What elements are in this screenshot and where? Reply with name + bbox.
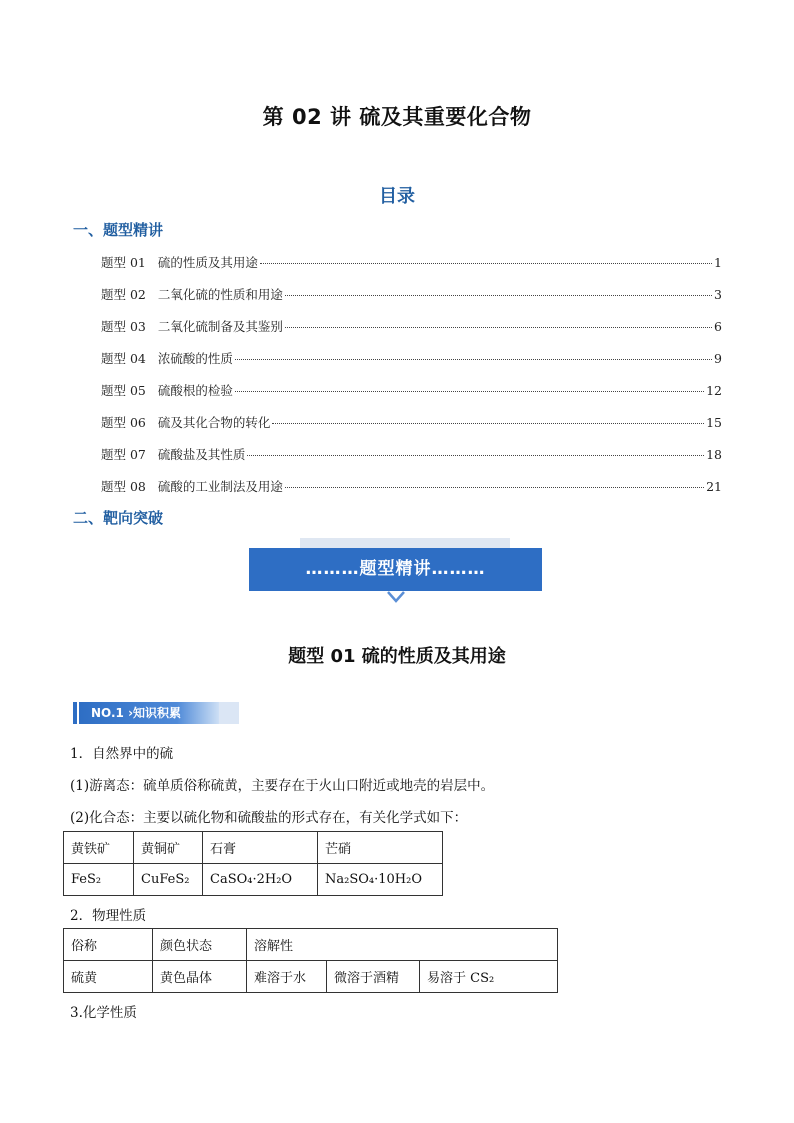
toc-entry-number: 题型 03: [101, 319, 146, 334]
paragraph-chemical-properties: 3.化学性质: [70, 1005, 137, 1021]
mineral-formula-cell: FeS₂: [64, 864, 134, 896]
toc-entry[interactable]: [101, 285, 722, 303]
paragraph-nature-heading: 1．自然界中的硫: [70, 746, 174, 762]
toc-entry-page: 9: [714, 351, 722, 366]
paragraph-combined-state: (2)化合态：主要以硫化物和硫酸盐的形式存在，有关化学式如下：: [70, 810, 468, 826]
property-value-cell: 硫黄: [64, 961, 153, 993]
toc-entry-page: 12: [706, 383, 722, 398]
toc-entry[interactable]: [101, 413, 722, 431]
paragraph-physical-properties: 2．物理性质: [70, 908, 147, 924]
toc-entry-name: 二氧化硫的性质和用途: [157, 287, 283, 302]
toc-entry-name: 硫酸根的检验: [157, 383, 233, 398]
tag-bar: [73, 702, 77, 724]
toc-entry[interactable]: [101, 349, 722, 367]
toc-entry-name: 硫的性质及其用途: [157, 255, 258, 270]
paragraph-free-state: (1)游离态：硫单质俗称硫黄，主要存在于火山口附近或地壳的岩层中。: [70, 778, 495, 794]
toc-entry-name: 硫酸盐及其性质: [157, 447, 246, 462]
chevron-down-icon: [386, 590, 406, 604]
tag-tail: [219, 702, 239, 724]
toc-entry-page: 15: [706, 415, 722, 430]
toc-entry-number: 题型 08: [101, 479, 146, 494]
mineral-header-cell: 黄铜矿: [134, 832, 203, 864]
toc-entry-page: 1: [714, 255, 722, 270]
tag-label: NO.1 ›知识积累: [91, 706, 182, 720]
physical-properties-table: [63, 928, 558, 993]
mineral-header-cell: 黄铁矿: [64, 832, 134, 864]
property-header-cell: 溶解性: [247, 929, 558, 961]
knowledge-tag: [73, 702, 239, 724]
toc-entry[interactable]: [101, 477, 722, 495]
toc-leader-dots: [272, 422, 704, 424]
toc-leader-dots: [247, 454, 704, 456]
toc-entry-page: 18: [706, 447, 722, 462]
document-title: 第 02 讲 硫及其重要化合物: [262, 105, 532, 129]
toc-leader-dots: [285, 326, 712, 328]
toc-entry[interactable]: [101, 381, 722, 399]
property-header-cell: 颜色状态: [153, 929, 247, 961]
mineral-header-cell: 芒硝: [318, 832, 443, 864]
toc-entry[interactable]: [101, 445, 722, 463]
toc-entry-name: 浓硫酸的性质: [157, 351, 233, 366]
toc-entry-number: 题型 07: [101, 447, 146, 462]
property-value-cell: 微溶于酒精: [327, 961, 420, 993]
toc-leader-dots: [235, 358, 712, 360]
toc-entry-number: 题型 01: [101, 255, 146, 270]
toc-entry[interactable]: [101, 317, 722, 335]
toc-entry-number: 题型 02: [101, 287, 146, 302]
toc-entry-name: 二氧化硫制备及其鉴别: [157, 319, 283, 334]
section-heading-two: 二、靶向突破: [73, 509, 164, 527]
toc-entry-number: 题型 05: [101, 383, 146, 398]
toc-entry-number: 题型 06: [101, 415, 146, 430]
mineral-formula-cell: CuFeS₂: [134, 864, 203, 896]
toc-leader-dots: [260, 262, 712, 264]
property-value-cell: 易溶于 CS₂: [420, 961, 558, 993]
toc-leader-dots: [285, 486, 704, 488]
toc-entry-page: 21: [706, 479, 722, 494]
mineral-formula-cell: Na₂SO₄·10H₂O: [318, 864, 443, 896]
property-value-cell: 黄色晶体: [153, 961, 247, 993]
toc-entry-name: 硫及其化合物的转化: [157, 415, 271, 430]
mineral-table: [63, 831, 443, 896]
section-heading-one: 一、题型精讲: [73, 221, 164, 239]
toc-leader-dots: [235, 390, 704, 392]
toc-title: 目录: [379, 186, 415, 207]
property-value-cell: 难溶于水: [247, 961, 327, 993]
toc-leader-dots: [285, 294, 712, 296]
toc-entry-name: 硫酸的工业制法及用途: [157, 479, 283, 494]
toc-entry-number: 题型 04: [101, 351, 146, 366]
mineral-formula-cell: CaSO₄·2H₂O: [203, 864, 318, 896]
property-header-cell: 俗称: [64, 929, 153, 961]
section-banner: ………题型精讲………: [249, 548, 542, 591]
mineral-header-cell: 石膏: [203, 832, 318, 864]
toc-entry-page: 6: [714, 319, 722, 334]
toc-entry-page: 3: [714, 287, 722, 302]
toc-entry[interactable]: [101, 253, 722, 271]
question-type-title: 题型 01 硫的性质及其用途: [288, 646, 506, 667]
